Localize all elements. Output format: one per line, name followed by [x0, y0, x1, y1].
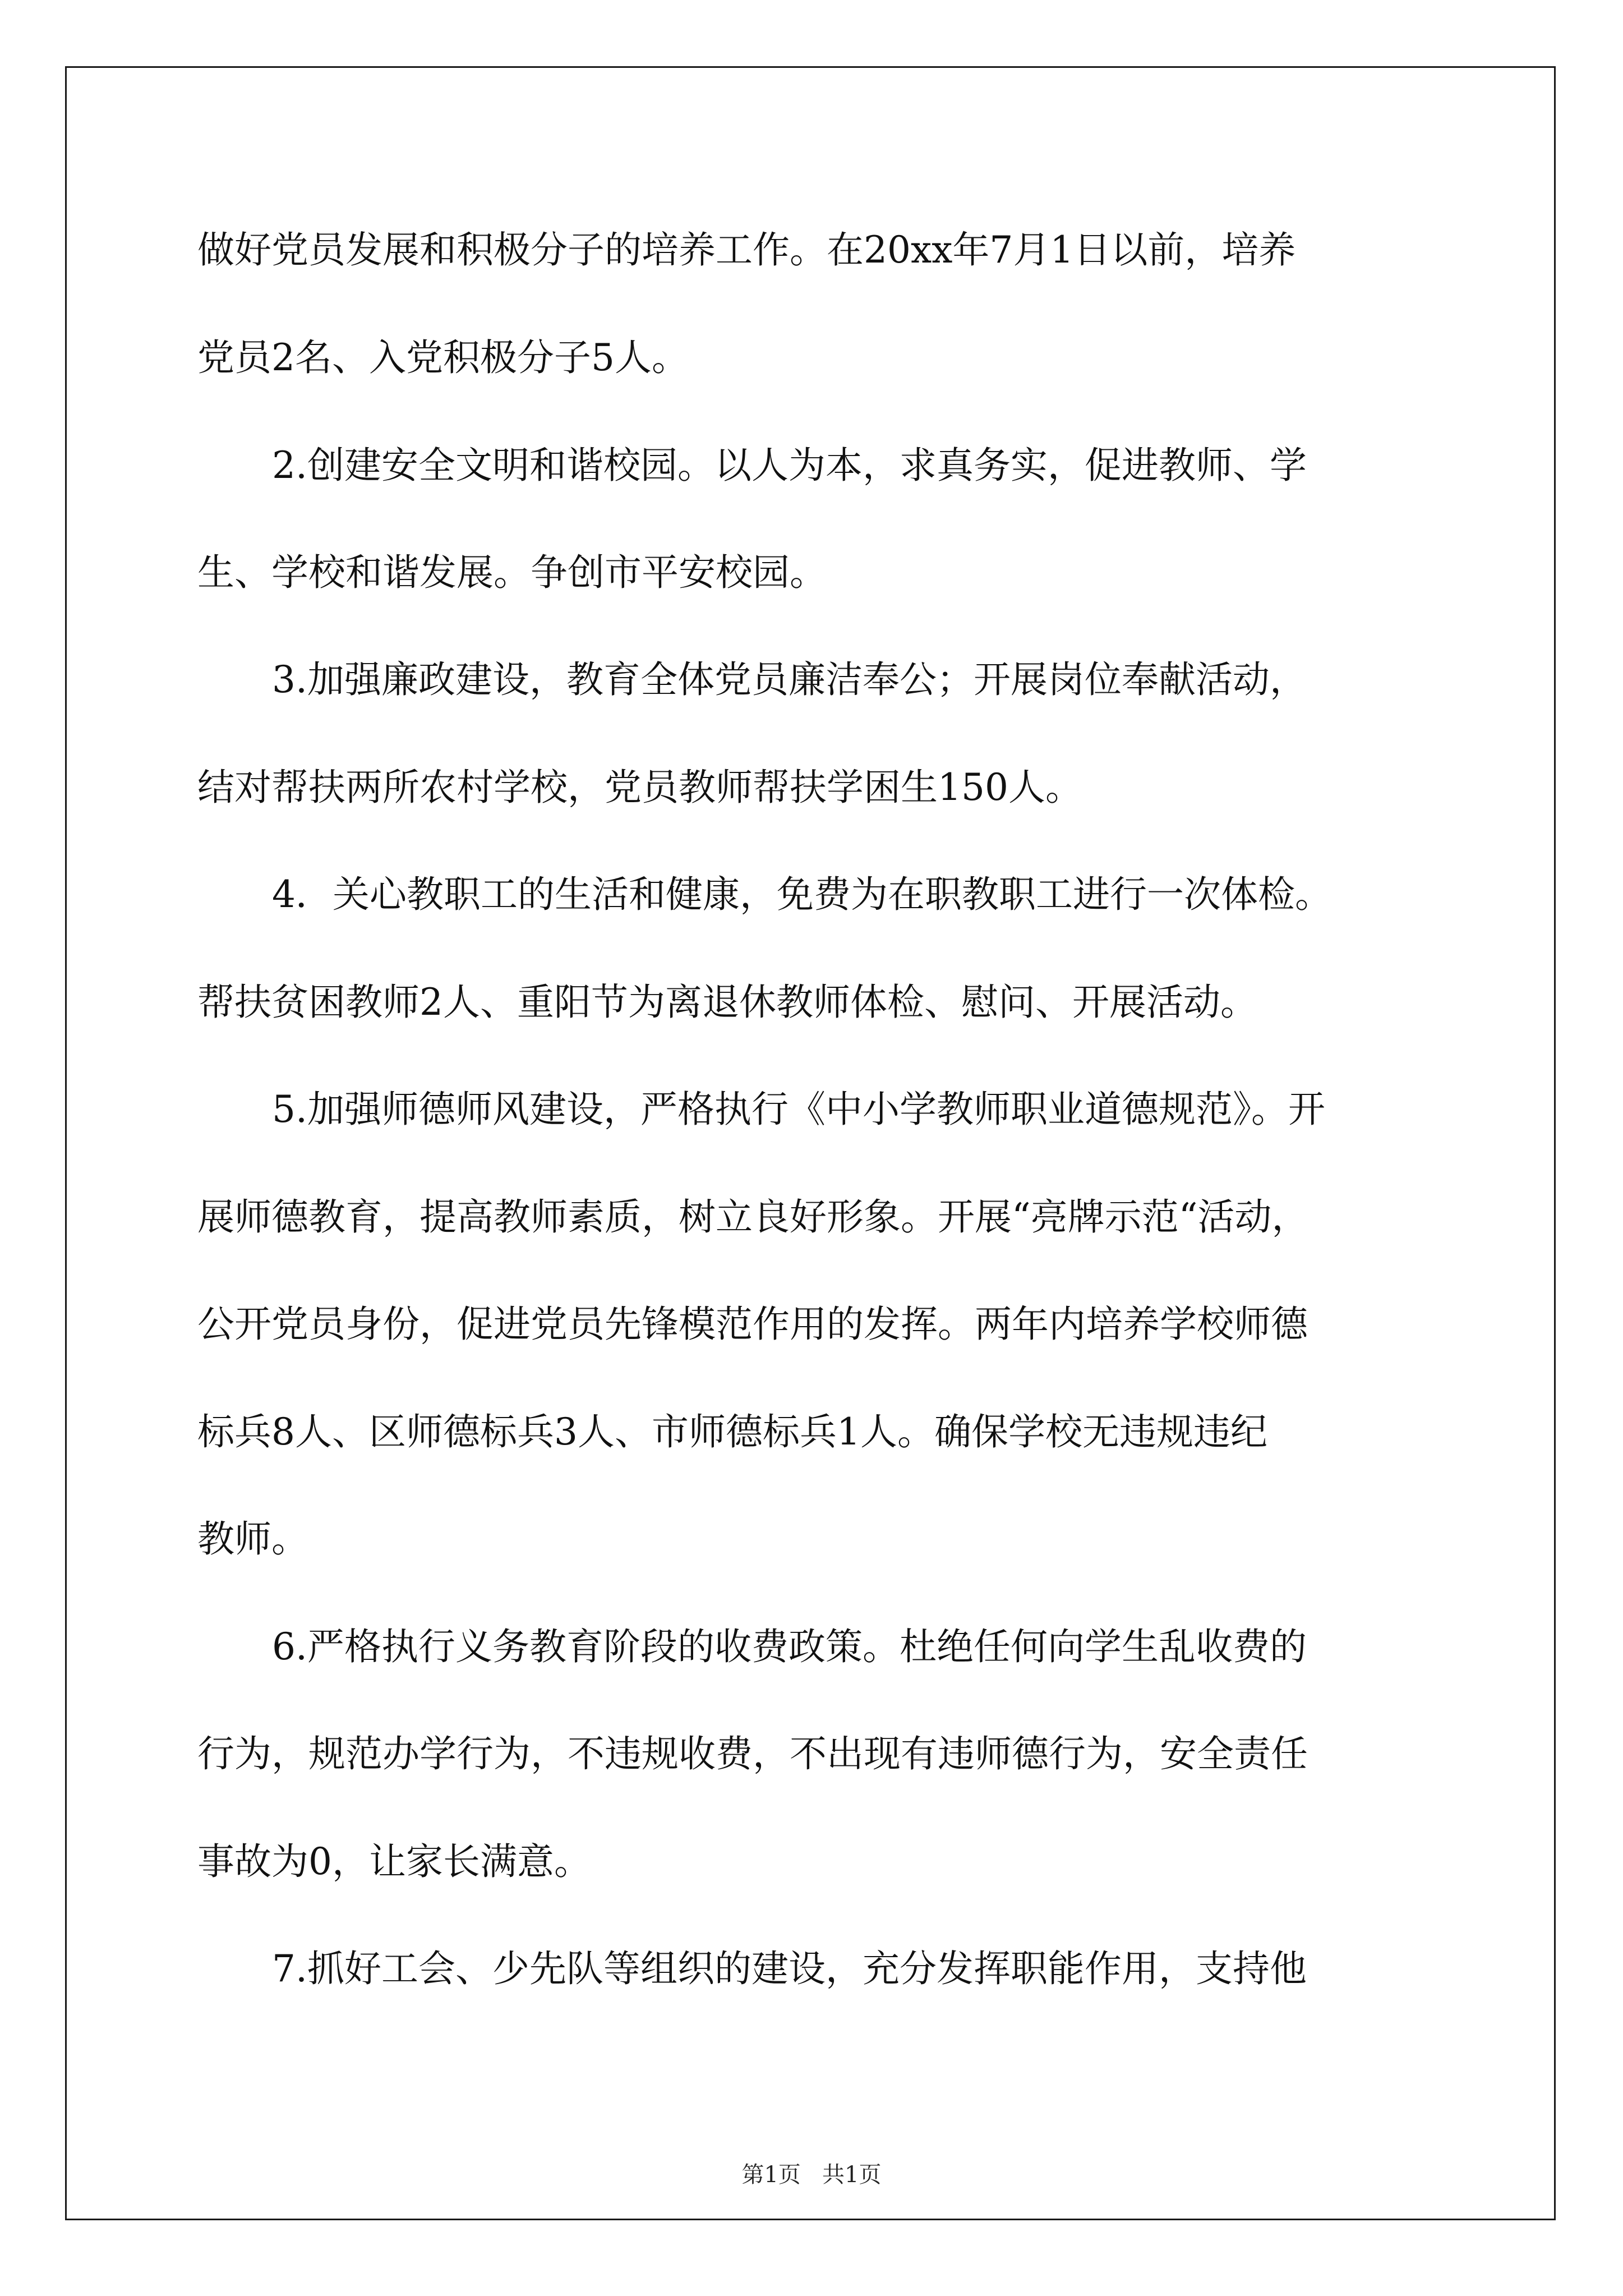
paragraph-line: 教师。	[197, 1517, 308, 1561]
paragraph-line: 4．关心教职工的生活和健康，免费为在职教职工进行一次体检。	[272, 873, 1332, 916]
paragraph-line: 党员2名、入党积极分子5人。	[197, 336, 689, 379]
paragraph-line: 3.加强廉政建设，教育全体党员廉洁奉公；开展岗位奉献活动，	[272, 658, 1307, 701]
paragraph-line: 展师德教育，提高教师素质，树立良好形象。开展“亮牌示范“活动，	[197, 1195, 1309, 1239]
paragraph-line: 公开党员身份，促进党员先锋模范作用的发挥。两年内培养学校师德	[197, 1303, 1308, 1346]
paragraph-line: 结对帮扶两所农村学校，党员教师帮扶学困生150人。	[197, 766, 1082, 809]
paragraph-line: 事故为0，让家长满意。	[197, 1840, 591, 1883]
paragraph-line: 7.抓好工会、少先队等组织的建设，充分发挥职能作用，支持他	[272, 1947, 1307, 1990]
paragraph-line: 帮扶贫困教师2人、重阳节为离退休教师体检、慰问、开展活动。	[197, 981, 1257, 1024]
paragraph-line: 生、学校和谐发展。争创市平安校园。	[197, 551, 827, 594]
paragraph-line: 6.严格执行义务教育阶段的收费政策。杜绝任何向学生乱收费的	[272, 1625, 1307, 1668]
paragraph-line: 5.加强师德师风建设，严格执行《中小学教师职业道德规范》。开	[272, 1088, 1325, 1131]
page-footer: 第1页 共1页	[741, 2162, 882, 2188]
paragraph-line: 行为，规范办学行为，不违规收费，不出现有违师德行为，安全责任	[197, 1732, 1308, 1775]
page-border	[65, 66, 1556, 2220]
paragraph-line: 做好党员发展和积极分子的培养工作。在20xx年7月1日以前，培养	[197, 228, 1296, 272]
paragraph-line: 2.创建安全文明和谐校园。以人为本，求真务实，促进教师、学	[272, 444, 1307, 487]
paragraph-line: 标兵8人、区师德标兵3人、市师德标兵1人。确保学校无违规违纪	[197, 1410, 1267, 1453]
